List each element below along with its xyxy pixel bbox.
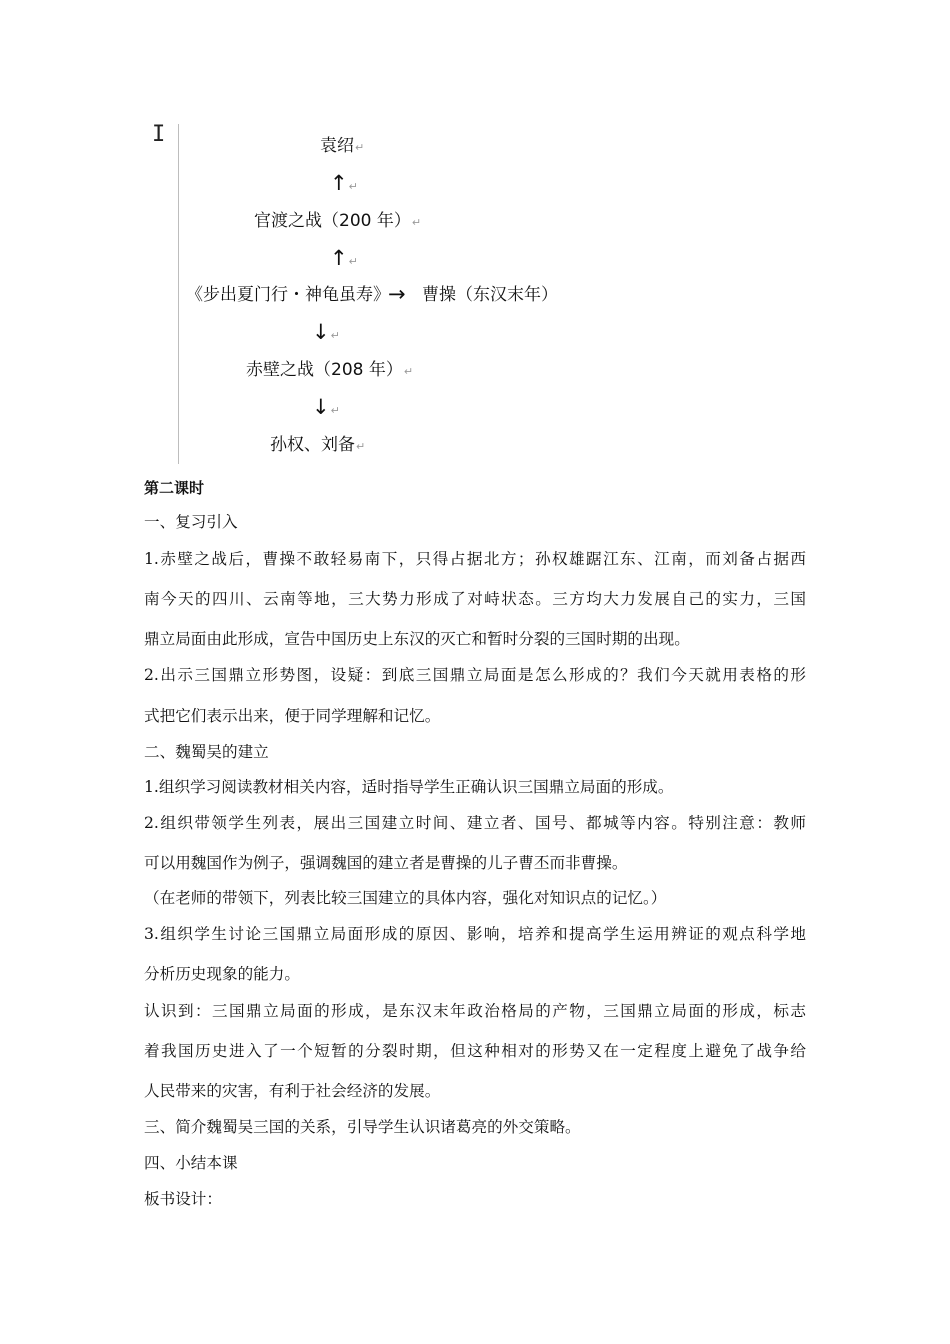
paragraph-line: 式把它们表示出来，便于同学理解和记忆。	[144, 707, 441, 725]
arrow-up-icon: ↑	[330, 171, 348, 195]
paragraph-line: 着我国历史进入了一个短暂的分裂时期，但这种相对的形势又在一定程度上避免了战争给	[144, 1042, 806, 1060]
paragraph-line: 南今天的四川、云南等地，三大势力形成了对峙状态。三方均大力发展自己的实力，三国	[144, 590, 806, 608]
paragraph-line: 鼎立局面由此形成，宣告中国历史上东汉的灭亡和暂时分裂的三国时期的出现。	[144, 630, 690, 648]
arrow-up-icon: ↑	[330, 246, 348, 270]
node-label: 孙权、刘备	[270, 435, 355, 455]
section-title: 第二课时	[144, 479, 205, 497]
node-cao-cao	[422, 285, 558, 305]
paragraph-mark: ↵	[355, 141, 365, 154]
outline-heading-3: 三、简介魏蜀吴三国的关系，引导学生认识诸葛亮的外交策略。	[144, 1118, 581, 1136]
paragraph-line: 1.赤壁之战后，曹操不敢轻易南下，只得占据北方；孙权雄踞江东、江南，而刘备占据西	[144, 550, 806, 568]
paragraph-mark: ↵	[348, 255, 358, 268]
arrow-up-2	[330, 247, 358, 273]
arrow-down-icon: ↓	[312, 395, 330, 419]
paragraph-mark: ↵	[356, 440, 366, 453]
arrow-right	[388, 283, 406, 305]
node-poem-work	[186, 285, 390, 305]
paragraph-line: 2.出示三国鼎立形势图，设疑：到底三国鼎立局面是怎么形成的？我们今天就用表格的形	[144, 666, 806, 684]
relationship-diagram	[150, 120, 580, 465]
node-guandu-battle	[254, 211, 421, 233]
paragraph-mark: ↵	[330, 404, 340, 417]
node-label: 赤壁之战（208 年）	[246, 360, 403, 380]
arrow-right-icon: →	[388, 282, 406, 306]
paragraph-line: （在老师的带领下，列表比较三国建立的具体内容，强化对知识点的记忆。）	[144, 889, 667, 907]
node-sun-liu	[270, 435, 365, 457]
paragraph-mark: ↵	[348, 180, 358, 193]
paragraph-line: 分析历史现象的能力。	[144, 965, 300, 983]
node-label: 《步出夏门行・神龟虽寿》	[186, 285, 390, 305]
text-cursor-icon: I	[152, 122, 166, 147]
paragraph-mark: ↵	[411, 216, 422, 229]
node-label: 曹操（东汉末年）	[422, 285, 558, 305]
paragraph-line: 人民带来的灾害，有利于社会经济的发展。	[144, 1082, 441, 1100]
outline-heading-2: 二、魏蜀吴的建立	[144, 743, 269, 761]
diagram-left-border	[178, 124, 179, 464]
node-chibi-battle	[246, 360, 413, 382]
node-yuan-shao	[320, 136, 364, 158]
board-design-label: 板书设计：	[144, 1190, 222, 1208]
outline-heading-4: 四、小结本课	[144, 1154, 238, 1172]
paragraph-line: 2.组织带领学生列表，展出三国建立时间、建立者、国号、都城等内容。特别注意：教师	[144, 814, 806, 832]
arrow-down-2	[312, 396, 340, 422]
arrow-down-icon: ↓	[312, 320, 330, 344]
arrow-down-1	[312, 321, 340, 347]
node-label: 袁绍	[320, 136, 354, 156]
outline-heading-1: 一、复习引入	[144, 513, 238, 531]
arrow-up-1	[330, 172, 358, 198]
paragraph-line: 1.组织学习阅读教材相关内容，适时指导学生正确认识三国鼎立局面的形成。	[144, 778, 674, 796]
paragraph-line: 3.组织学生讨论三国鼎立局面形成的原因、影响，培养和提高学生运用辨证的观点科学地	[144, 925, 806, 943]
paragraph-line: 认识到：三国鼎立局面的形成，是东汉末年政治格局的产物，三国鼎立局面的形成，标志	[144, 1002, 806, 1020]
paragraph-mark: ↵	[330, 329, 340, 342]
node-label: 官渡之战（200 年）	[254, 211, 411, 231]
paragraph-line: 可以用魏国作为例子，强调魏国的建立者是曹操的儿子曹丕而非曹操。	[144, 854, 628, 872]
paragraph-mark: ↵	[403, 365, 414, 378]
